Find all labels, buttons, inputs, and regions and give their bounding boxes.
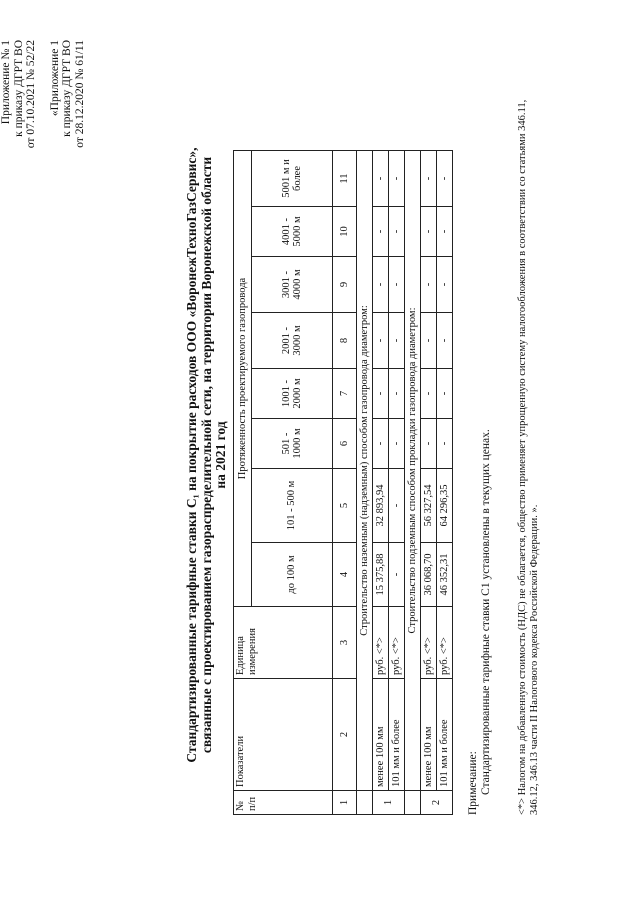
header-length: Протяженность проектируемого газопровода [234,151,252,607]
table-cell: - [437,151,453,207]
table-cell: 46 352,31 [437,543,453,607]
column-header: 2001 - 3000 м [252,313,333,369]
table-cell: - [421,419,437,469]
document-title [185,95,229,815]
header-number: № п/п [234,791,333,815]
table-cell: - [389,151,405,207]
table-cell: 36 068,70 [421,543,437,607]
table-cell: - [373,369,389,419]
note-text: Стандартизированные тарифные ставки С1 установлены в текущих ценах. [480,429,492,795]
table-cell: - [389,469,405,543]
row-indicator: 101 мм и более [437,679,453,791]
column-number: 8 [333,313,357,369]
row-indicator: менее 100 мм [421,679,437,791]
table-cell: - [421,257,437,313]
table-cell: - [421,369,437,419]
row-indicator: менее 100 мм [373,679,389,791]
table-cell: - [373,313,389,369]
table-cell: - [373,207,389,257]
table-cell: 15 375,88 [373,543,389,607]
title-line: на 2021 год [213,421,228,489]
table-cell: - [437,419,453,469]
table-cell: 56 327,54 [421,469,437,543]
table-cell: - [389,543,405,607]
table-cell: - [373,151,389,207]
table-cell: - [389,369,405,419]
section-empty [405,791,421,815]
column-number: 1 [333,791,357,815]
row-unit: руб. <*> [389,607,405,679]
appendix-line: «Приложение 1 [48,40,61,117]
column-number: 9 [333,257,357,313]
appendix-line: к приказу ДГРТ ВО [12,40,25,137]
column-header: 101 - 500 м [252,469,333,543]
table-cell: - [437,207,453,257]
appendix-line: к приказу ДГРТ ВО [61,40,73,137]
title-line: связанные с проектированием газораспределительной сети, на территории Воронежской области [198,156,214,754]
table-cell: - [437,313,453,369]
appendix-line: от 07.10.2021 № 52/22 [25,40,37,149]
table-cell: - [389,207,405,257]
table-cell: - [437,369,453,419]
appendix-header [0,40,86,148]
group-number: 2 [421,791,453,815]
appendix-line: от 28.12.2020 № 61/11 [73,40,86,148]
note-label: Примечание: [467,751,479,815]
row-unit: руб. <*> [373,607,389,679]
table-cell: - [389,257,405,313]
title-line: Стандартизированные тарифные ставки С₁ на покрытие расходов ООО «ВоронежТехноГазСервис», [184,147,199,763]
column-number: 4 [333,543,357,607]
column-number: 7 [333,369,357,419]
column-header: до 100 м [252,543,333,607]
section-empty [357,791,373,815]
table-cell: 32 893,94 [373,469,389,543]
column-header: 5001 м и более [252,151,333,207]
column-number: 6 [333,419,357,469]
row-indicator: 101 мм и более [389,679,405,791]
column-header: 3001 - 4000 м [252,257,333,313]
footnote: <*> Налогом на добавленную стоимость (НДС) не облагается, общество применяет упрощенную систему налогообложения в соответствии со статьями 346.11, 346.12, 346.13 части II Налогового кодекса Российской Федерации. ». [517,99,540,815]
tariff-table [233,150,453,815]
column-number: 11 [333,151,357,207]
table-cell: - [389,313,405,369]
table-cell: - [389,419,405,469]
header-indicator: Показатели [234,679,333,791]
table-cell: - [373,257,389,313]
column-number: 10 [333,207,357,257]
table-cell: 64 296,35 [437,469,453,543]
column-header: 501 - 1000 м [252,419,333,469]
column-header: 4001 - 5000 м [252,207,333,257]
appendix-line: Приложение № 1 [0,40,12,125]
section-heading: Строительство подземным способом прокладки газопровода диаметром: [405,151,421,791]
table-cell: - [421,313,437,369]
column-number: 3 [333,607,357,679]
column-header: 1001 - 2000 м [252,369,333,419]
table-cell: - [421,207,437,257]
group-number: 1 [373,791,405,815]
table-cell: - [421,151,437,207]
row-unit: руб. <*> [421,607,437,679]
header-unit: Единица измерения [234,607,333,679]
column-number: 5 [333,469,357,543]
table-cell: - [437,257,453,313]
column-number: 2 [333,679,357,791]
table-cell: - [373,419,389,469]
section-heading: Строительство наземным (надземным) способом газопровода диаметром: [357,151,373,791]
row-unit: руб. <*> [437,607,453,679]
